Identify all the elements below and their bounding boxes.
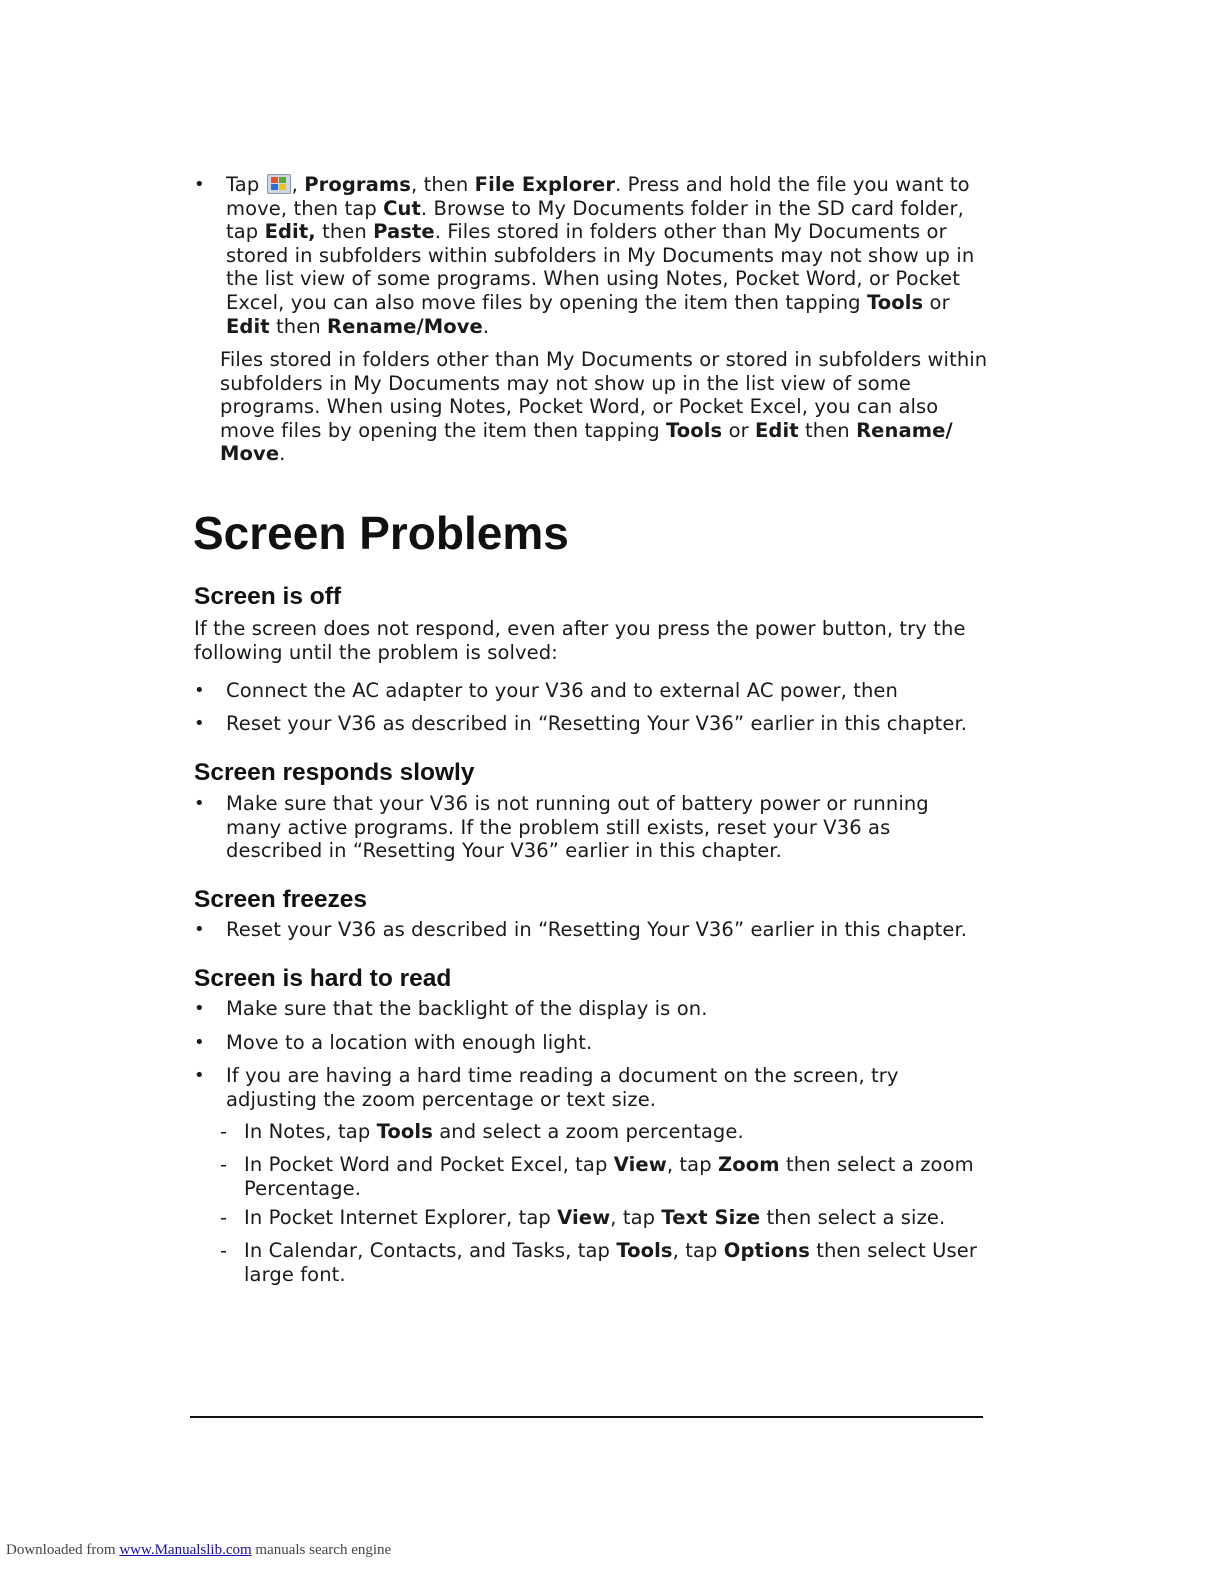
list-item-text: Make sure that the backlight of the display is on. bbox=[226, 997, 708, 1020]
section-heading: Screen is off bbox=[194, 583, 342, 610]
sub-list-item-text: In Pocket Word and Pocket Excel, tap View, tap Zoom then select a zoom Percentage. bbox=[244, 1153, 974, 1200]
page-title: Screen Problems bbox=[193, 507, 569, 559]
sub-list-item-text: In Pocket Internet Explorer, tap View, tap Text Size then select a size. bbox=[244, 1206, 946, 1229]
bullet-mark: • bbox=[194, 713, 205, 734]
bullet-mark: • bbox=[194, 680, 205, 701]
list-item-text: Connect the AC adapter to your V36 and to external AC power, then bbox=[226, 679, 898, 702]
section-heading: Screen freezes bbox=[194, 886, 367, 913]
list-item-text: Move to a location with enough light. bbox=[226, 1031, 593, 1054]
bullet-mark: • bbox=[194, 919, 205, 940]
dash-mark: - bbox=[220, 1206, 228, 1229]
list-item-text: Reset your V36 as described in “Resetting Your V36” earlier in this chapter. bbox=[226, 918, 968, 941]
bullet-mark: • bbox=[194, 174, 205, 195]
download-footer: Downloaded from www.Manualslib.com manuals search engine bbox=[6, 1542, 392, 1558]
dash-mark: - bbox=[220, 1120, 228, 1143]
list-item-text: Reset your V36 as described in “Resetting Your V36” earlier in this chapter. bbox=[226, 712, 968, 735]
windows-start-icon bbox=[267, 174, 291, 194]
paragraph: If the screen does not respond, even after you press the power button, try the following until the problem is solved: bbox=[194, 617, 966, 664]
bullet-mark: • bbox=[194, 1032, 205, 1053]
sub-list-item-text: In Notes, tap Tools and select a zoom percentage. bbox=[244, 1120, 744, 1143]
list-item-text: If you are having a hard time reading a document on the screen, try adjusting the zoom percentage or text size. bbox=[226, 1064, 899, 1111]
bullet-mark: • bbox=[194, 793, 205, 814]
list-item-text: Make sure that your V36 is not running out of battery power or running many active programs. If the problem still exists, reset your V36 as described in “Resetting Your V36” earlier in this chapter. bbox=[226, 792, 929, 863]
dash-mark: - bbox=[220, 1153, 228, 1176]
paragraph: Files stored in folders other than My Documents or stored in subfolders within subfolders in My Documents may not show up in the list view of some programs. When using Notes, Pocket Word, or Pocket Excel, you can also move files by opening the item then tapping Tools or Edit then Rename/ Move. bbox=[220, 348, 988, 466]
list-item-text: Tap , Programs, then File Explorer. Press and hold the file you want to move, then tap Cut. Browse to My Documents folder in the SD card folder, tap Edit, then Paste. Files stored in folders other than My Documents or stored in subfolders within subfolders in My Documents may not show up in the list view of some programs. When using Notes, Pocket Word, or Pocket Excel, you can also move files by opening the item then tapping Tools or Edit then Rename/Move. bbox=[226, 173, 975, 338]
dash-mark: - bbox=[220, 1239, 228, 1262]
section-heading: Screen responds slowly bbox=[194, 759, 475, 786]
footer-divider bbox=[190, 1416, 983, 1418]
section-heading: Screen is hard to read bbox=[194, 965, 452, 992]
bullet-mark: • bbox=[194, 1065, 205, 1086]
sub-list-item-text: In Calendar, Contacts, and Tasks, tap Tools, tap Options then select User large font. bbox=[244, 1239, 977, 1286]
manualslib-link[interactable]: www.Manualslib.com bbox=[119, 1542, 252, 1558]
bullet-mark: • bbox=[194, 998, 205, 1019]
